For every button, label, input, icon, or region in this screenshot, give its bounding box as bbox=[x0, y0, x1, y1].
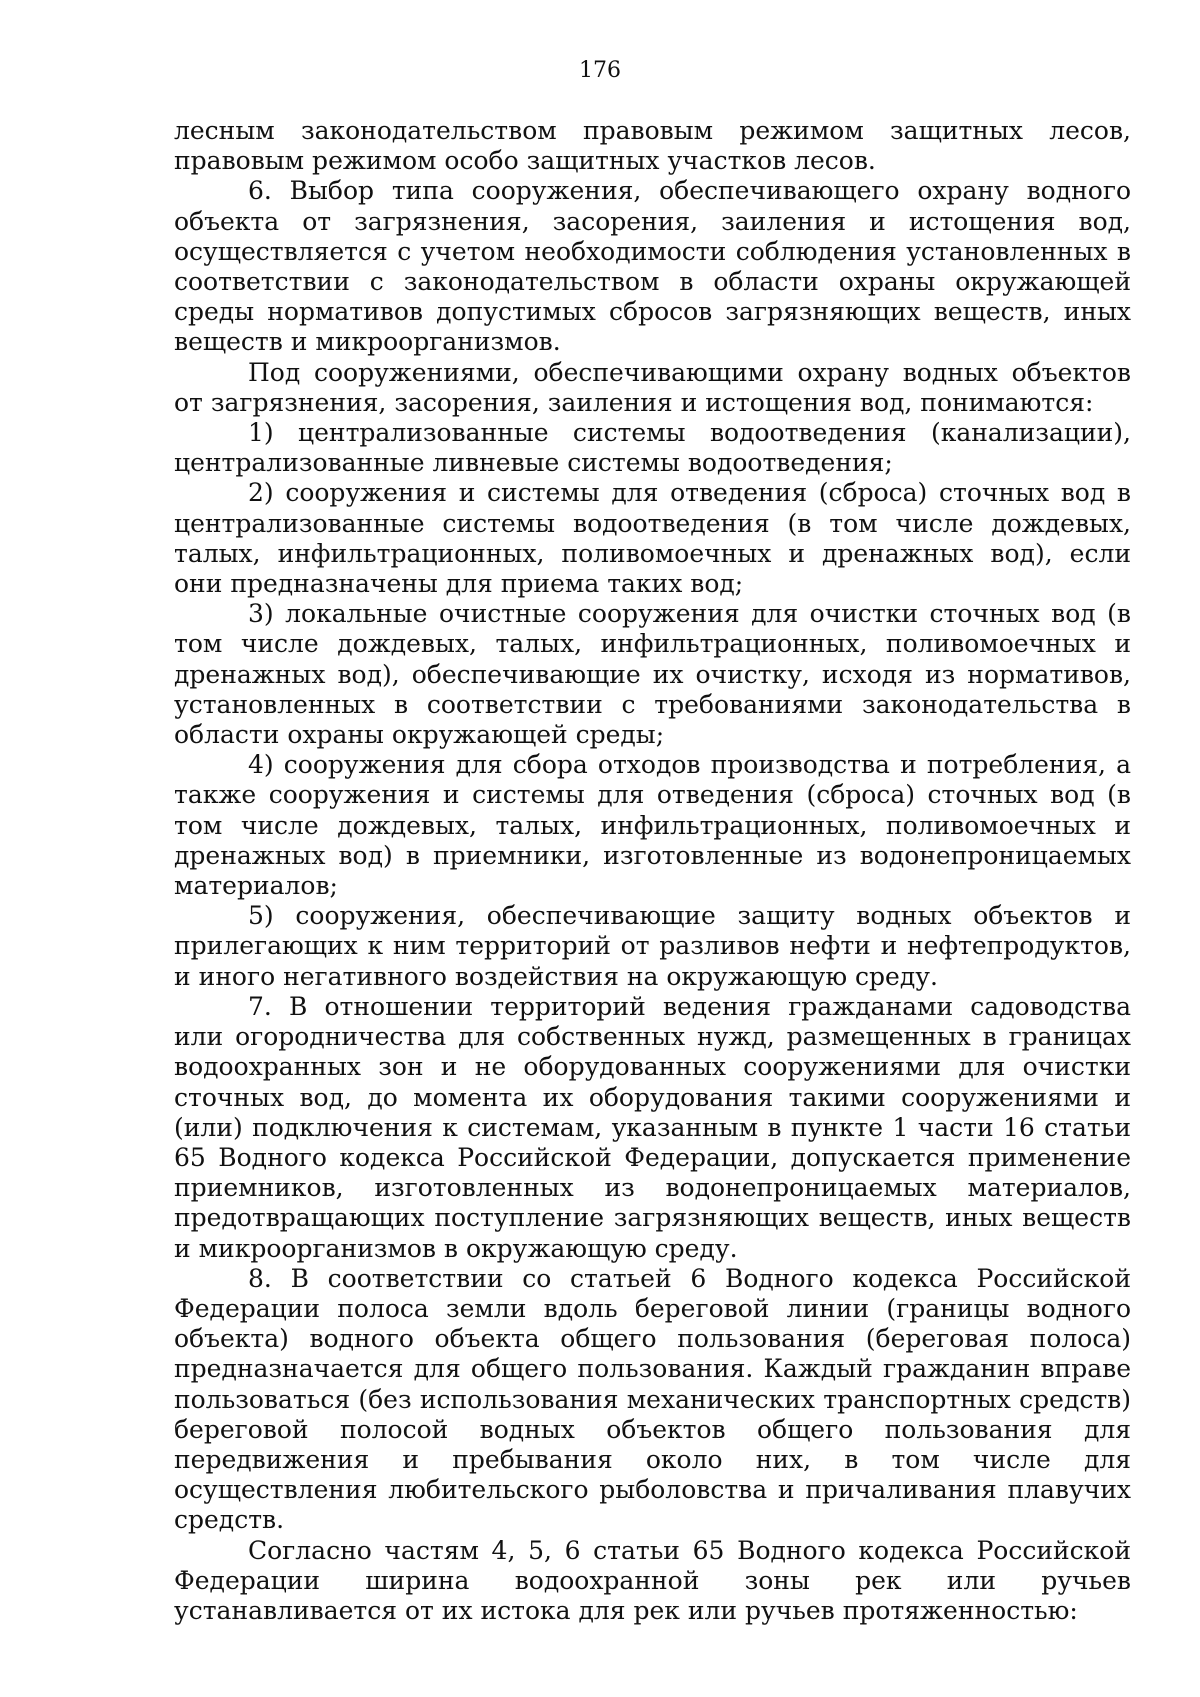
list-item-2: 2) сооружения и системы для отведения (сброса) сточных вод в централизованные системы водоотведения (в том числе дождевых, талых, инфильтрационных, поливомоечных и дренажных вод), если они предназначены для приема таких вод; bbox=[174, 478, 1131, 599]
list-item-1: 1) централизованные системы водоотведения (канализации), централизованные ливневые системы водоотведения; bbox=[174, 418, 1131, 478]
paragraph-structures-definition: Под сооружениями, обеспечивающими охрану водных объектов от загрязнения, засорения, заиления и истощения вод, понимаются: bbox=[174, 357, 1131, 417]
paragraph-water-protection-zone: Согласно частям 4, 5, 6 статьи 65 Водного кодекса Российской Федерации ширина водоохранной зоны рек или ручьев устанавливается от их истока для рек или ручьев протяженностью: bbox=[174, 1535, 1131, 1625]
paragraph-item-7: 7. В отношении территорий ведения гражданами садоводства или огородничества для собственных нужд, размещенных в границах водоохранных зон и не оборудованных сооружениями для очистки сточных вод, до момента их оборудования такими сооружениями и (или) подключения к системам, указанным в пункте 1 части 16 статьи 65 Водного кодекса Российской Федерации, допускается применение приемников, изготовленных из водонепроницаемых материалов, предотвращающих поступление загрязняющих веществ, иных веществ и микроорганизмов в окружающую среду. bbox=[174, 991, 1131, 1263]
document-body bbox=[174, 116, 1131, 1626]
paragraph-item-6: 6. Выбор типа сооружения, обеспечивающего охрану водного объекта от загрязнения, засорения, заиления и истощения вод, осуществляется с учетом необходимости соблюдения установленных в соответствии с законодательством в области охраны окружающей среды нормативов допустимых сбросов загрязняющих веществ, иных веществ и микроорганизмов. bbox=[174, 176, 1131, 357]
page-number: 176 bbox=[579, 58, 621, 83]
paragraph-continuation: лесным законодательством правовым режимом защитных лесов, правовым режимом особо защитных участков лесов. bbox=[174, 116, 1131, 176]
list-item-3: 3) локальные очистные сооружения для очистки сточных вод (в том числе дождевых, талых, инфильтрационных, поливомоечных и дренажных вод), обеспечивающие их очистку, исходя из нормативов, установленных в соответствии с требованиями законодательства в области охраны окружающей среды; bbox=[174, 599, 1131, 750]
list-item-4: 4) сооружения для сбора отходов производства и потребления, а также сооружения и системы для отведения (сброса) сточных вод (в том числе дождевых, талых, инфильтрационных, поливомоечных и дренажных вод) в приемники, изготовленные из водонепроницаемых материалов; bbox=[174, 750, 1131, 901]
list-item-5: 5) сооружения, обеспечивающие защиту водных объектов и прилегающих к ним территорий от разливов нефти и нефтепродуктов, и иного негативного воздействия на окружающую среду. bbox=[174, 901, 1131, 991]
paragraph-item-8: 8. В соответствии со статьей 6 Водного кодекса Российской Федерации полоса земли вдоль береговой линии (границы водного объекта) водного объекта общего пользования (береговая полоса) предназначается для общего пользования. Каждый гражданин вправе пользоваться (без использования механических транспортных средств) береговой полосой водных объектов общего пользования для передвижения и пребывания около них, в том числе для осуществления любительского рыболовства и причаливания плавучих средств. bbox=[174, 1263, 1131, 1535]
